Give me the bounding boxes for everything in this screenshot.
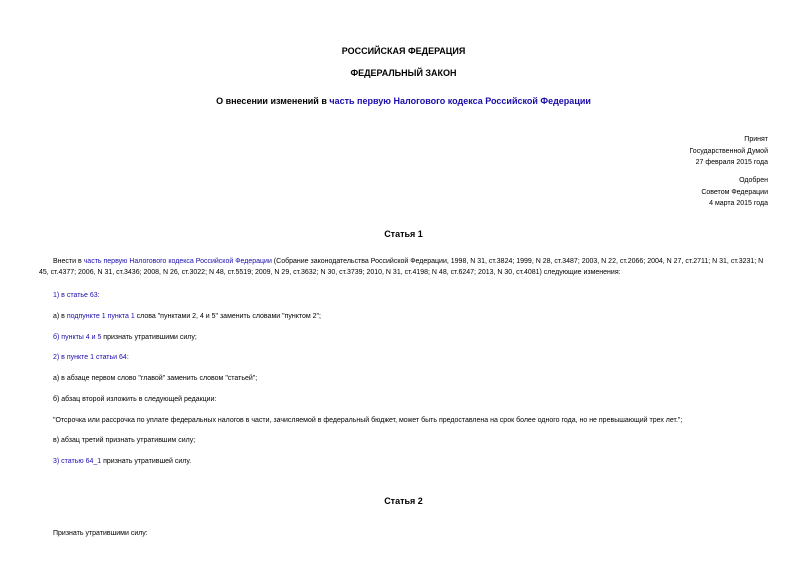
- item-1a-link[interactable]: подпункте 1 пункта 1: [66, 313, 135, 320]
- law-title-link[interactable]: часть первую Налогового кодекса Российской Федерации: [329, 96, 591, 106]
- item-2c: в) абзац третий признать утратившим силу;: [53, 437, 196, 444]
- approved-block: [701, 175, 768, 210]
- item-3-prefix: 3): [53, 458, 62, 465]
- item-1b-link[interactable]: б) пункты 4 и 5: [53, 334, 102, 341]
- law-type-heading: ФЕДЕРАЛЬНЫЙ ЗАКОН: [350, 68, 457, 78]
- item-1-link[interactable]: 1) в статье 63:: [53, 292, 100, 299]
- item-1a-rest: слова "пунктами 2, 4 и 5" заменить словами "пунктом 2";: [134, 313, 321, 320]
- item-1: [53, 290, 100, 301]
- adopted-line-2: Государственной Думой: [689, 147, 768, 155]
- item-2b: б) абзац второй изложить в следующей редакции:: [53, 396, 217, 403]
- article-1-intro-prefix: Внести в: [53, 258, 84, 265]
- quoted-text: "Отсрочка или рассрочка по уплате федеральных налогов в части, зачисляемой в федеральный бюджет, может быть предоставлена на срок более одного года, но не превышающий трех лет.";: [53, 417, 683, 424]
- item-2: [53, 352, 129, 363]
- article-1-heading: Статья 1: [384, 229, 423, 239]
- article-1-intro-rest: (Собрание законодательства Российской Федерации, 1998, N 31, ст.3824; 1999, N 28, ст.3487; 2003, N 22, ст.2066; 2004, N 27, ст.2711; N 31, ст.3231; N 45, ст.4377; 2006, N 31, ст.3436; 2008, N 26, ст.3022; N 48, ст.5519; 2009, N 29, ст.3632; N 30, ст.3739; 2010, N 31, ст.4198; N 48, ст.6247; 2013, N 30, ст.4081) следующие изменения:: [39, 258, 764, 276]
- item-1a: [53, 311, 321, 322]
- article-2-intro: Признать утратившими силу:: [53, 530, 148, 537]
- approved-line-1: Одобрен: [739, 177, 768, 184]
- item-1b: [53, 332, 197, 343]
- item-2-rest: :: [126, 354, 129, 361]
- item-2a: а) в абзаце первом слово "главой" заменить словом "статьей";: [53, 375, 258, 382]
- item-3: [53, 456, 191, 467]
- item-3-link[interactable]: статью 64_1: [61, 458, 102, 465]
- country-heading: РОССИЙСКАЯ ФЕДЕРАЦИЯ: [341, 46, 466, 56]
- adopted-block: [689, 134, 768, 169]
- law-title: [0, 96, 807, 107]
- item-2-link[interactable]: пункте 1 статьи 64: [66, 354, 127, 361]
- adopted-line-1: Принят: [744, 136, 768, 143]
- item-1a-prefix: а) в: [53, 313, 67, 320]
- article-1-intro: [39, 256, 768, 278]
- tax-code-link[interactable]: часть первую Налогового кодекса Российской Федерации: [83, 258, 272, 265]
- article-2-heading: Статья 2: [384, 496, 423, 506]
- item-1b-rest: признать утратившими силу;: [101, 334, 197, 341]
- approved-line-2: Советом Федерации: [701, 188, 768, 196]
- adopted-line-3: 27 февраля 2015 года: [695, 159, 768, 166]
- item-2-prefix: 2) в: [53, 354, 67, 361]
- approved-line-3: 4 марта 2015 года: [709, 200, 768, 207]
- law-title-prefix: О внесении изменений в: [216, 96, 330, 106]
- item-3-rest: признать утратившей силу.: [101, 458, 192, 465]
